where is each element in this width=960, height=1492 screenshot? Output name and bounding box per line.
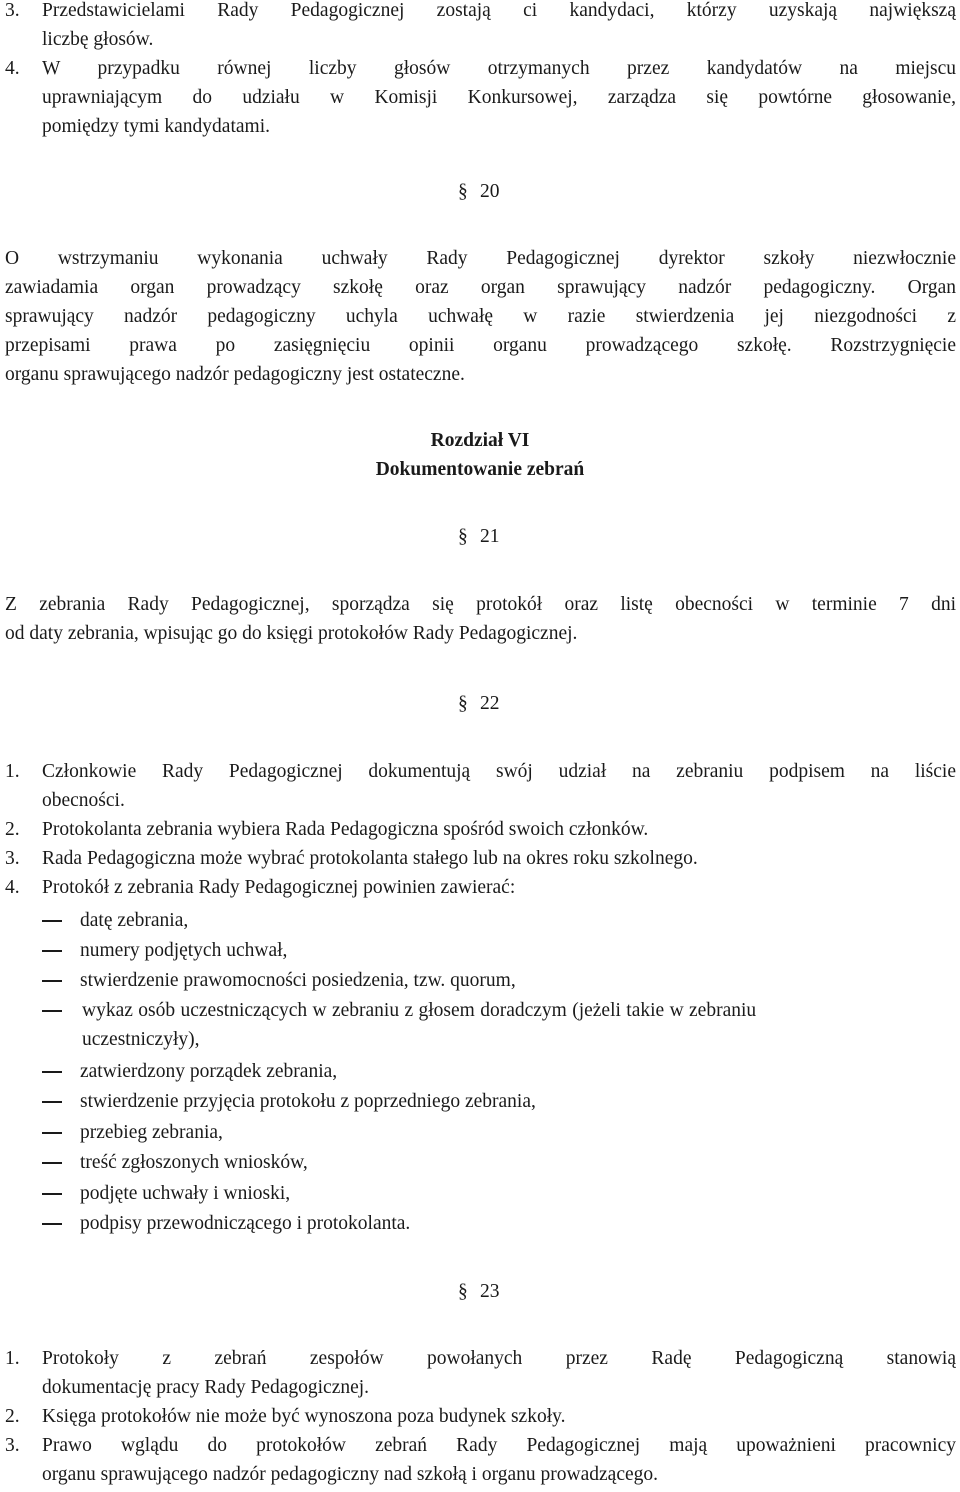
list-number: 3.	[5, 1435, 20, 1456]
list-number: 3.	[5, 848, 20, 869]
list-number: 4.	[5, 58, 20, 79]
list-number: 3.	[5, 0, 20, 21]
list-number: 1.	[5, 761, 20, 782]
dash-list-item: stwierdzenie przyjęcia protokołu z poprzedniego zebrania,	[80, 1091, 536, 1112]
paragraph-line: organu sprawującego nadzór pedagogiczny jest ostateczne.	[5, 364, 465, 385]
list-number: 2.	[5, 1406, 20, 1427]
list-text-line: dokumentację pracy Rady Pedagogicznej.	[42, 1377, 370, 1398]
dash-list-item: przebieg zebrania,	[80, 1122, 223, 1143]
list-text-line: Prawo wglądu do protokołów zebrań Rady Pedagogicznej mają upoważnieni pracownicy	[42, 1435, 956, 1456]
dash-list-item: podjęte uchwały i wnioski,	[80, 1183, 291, 1204]
dash-list-item: zatwierdzony porządek zebrania,	[80, 1061, 338, 1082]
chapter-title: Rozdział VI	[430, 430, 530, 451]
list-text-line: Członkowie Rady Pedagogicznej dokumentują swój udział na zebraniu podpisem na liście	[42, 761, 956, 782]
dash-list-item-continuation: uczestniczyły),	[82, 1029, 200, 1050]
list-text-line: Przedstawicielami Rady Pedagogicznej zostają ci kandydaci, którzy uzyskają największą	[42, 0, 956, 21]
chapter-subtitle: Dokumentowanie zebrań	[375, 459, 585, 480]
section-number: § 21	[458, 526, 500, 547]
list-text-line: liczbę głosów.	[42, 29, 154, 50]
dash-list-item: stwierdzenie prawomocności posiedzenia, tzw. quorum,	[80, 970, 516, 991]
list-number: 1.	[5, 1348, 20, 1369]
list-text-line: Rada Pedagogiczna może wybrać protokolanta stałego lub na okres roku szkolnego.	[42, 848, 698, 869]
section-number: § 22	[458, 693, 500, 714]
dash-list-item: podpisy przewodniczącego i protokolanta.	[80, 1213, 411, 1234]
dash-list-item: treść zgłoszonych wniosków,	[80, 1152, 308, 1173]
list-text-line: W przypadku równej liczby głosów otrzymanych przez kandydatów na miejscu	[42, 58, 956, 79]
list-text-line: Protokół z zebrania Rady Pedagogicznej powinien zawierać:	[42, 877, 516, 898]
paragraph-line: O wstrzymaniu wykonania uchwały Rady Pedagogicznej dyrektor szkoły niezwłocznie	[5, 248, 956, 269]
dash-list-item: wykaz osób uczestniczących w zebraniu z głosem doradczym (jeżeli takie w zebraniu	[82, 1000, 757, 1021]
list-text-line: uprawniającym do udziału w Komisji Konkursowej, zarządza się powtórne głosowanie,	[42, 87, 956, 108]
dash-list-item: datę zebrania,	[80, 910, 189, 931]
section-number: § 20	[458, 181, 500, 202]
list-text-line: Protokoły z zebrań zespołów powołanych przez Radę Pedagogiczną stanowią	[42, 1348, 956, 1369]
paragraph-line: przepisami prawa po zasięgnięciu opinii organu prowadzącego szkołę. Rozstrzygnięcie	[5, 335, 956, 356]
list-text-line: organu sprawującego nadzór pedagogiczny nad szkołą i organu prowadzącego.	[42, 1464, 659, 1485]
list-text-line: pomiędzy tymi kandydatami.	[42, 116, 270, 137]
list-text-line: obecności.	[42, 790, 125, 811]
paragraph-line: Z zebrania Rady Pedagogicznej, sporządza się protokół oraz listę obecności w terminie 7 dni	[5, 594, 956, 615]
paragraph-line: sprawujący nadzór pedagogiczny uchyla uchwałę w razie stwierdzenia jej niezgodności z	[5, 306, 956, 327]
list-text-line: Księga protokołów nie może być wynoszona poza budynek szkoły.	[42, 1406, 566, 1427]
list-number: 2.	[5, 819, 20, 840]
list-number: 4.	[5, 877, 20, 898]
dash-list-item: numery podjętych uchwał,	[80, 940, 288, 961]
paragraph-line: od daty zebrania, wpisując go do księgi protokołów Rady Pedagogicznej.	[5, 623, 578, 644]
paragraph-line: zawiadamia organ prowadzący szkołę oraz organ sprawujący nadzór pedagogiczny. Organ	[5, 277, 956, 298]
list-text-line: Protokolanta zebrania wybiera Rada Pedagogiczna spośród swoich członków.	[42, 819, 649, 840]
section-number: § 23	[458, 1281, 500, 1302]
